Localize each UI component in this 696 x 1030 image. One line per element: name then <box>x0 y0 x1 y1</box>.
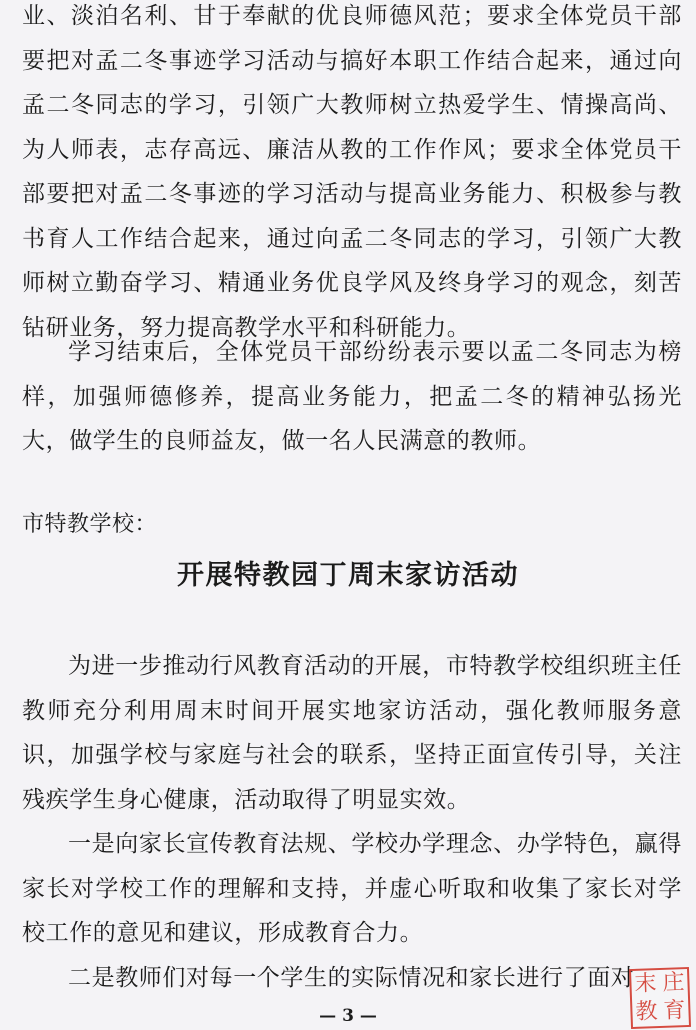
section-title: 开展特教园丁周末家访活动 <box>177 560 519 591</box>
seal-stamp <box>629 967 691 1029</box>
section-paragraph: 为进一步推动行风教育活动的开展，市特教学校组织班主任教师充分利用周末时间开展实地家访活动，强化教师服务意识，加强学校与家庭与社会的联系，坚持正面宣传引导，关注残疾学生身心健康，活动取得了明显实效。 <box>22 653 682 813</box>
stamp-char: 育 <box>663 998 686 1024</box>
page-number: — 3 — <box>319 1006 377 1026</box>
stamp-char: 教 <box>635 999 658 1025</box>
stamp-char: 末 <box>634 971 657 997</box>
section-label: 市特教学校： <box>22 512 158 537</box>
stamp-char: 庄 <box>662 970 685 996</box>
body-paragraph-continued: 业、淡泊名利、甘于奉献的优良师德风范；要求全体党员干部要把对孟二冬事迹学习活动与搞好本职工作结合起来，通过向孟二冬同志的学习，引领广大教师树立热爱学生、情操高尚、为人师表，志存高远、廉洁从教的工作作风；要求全体党员干部要把对孟二冬事迹的学习活动与提高业务能力、积极参与教书育人工作结合起来，通过向孟二冬同志的学习，引领广大教师树立勤奋学习、精通业务优良学风及终身学习的观念，刻苦钻研业务，努力提高教学水平和科研能力。 <box>22 3 682 341</box>
section-paragraph: 一是向家长宣传教育法规、学校办学理念、办学特色，赢得家长对学校工作的理解和支持，并虚心听取和收集了家长对学校工作的意见和建议，形成教育合力。 <box>22 831 682 946</box>
section-paragraph-truncated: 二是教师们对每一个学生的实际情况和家长进行了面对 <box>68 965 635 991</box>
body-paragraph: 学习结束后，全体党员干部纷纷表示要以孟二冬同志为榜样，加强师德修养，提高业务能力，把孟二冬的精神弘扬光大，做学生的良师益友，做一名人民满意的教师。 <box>22 339 682 454</box>
